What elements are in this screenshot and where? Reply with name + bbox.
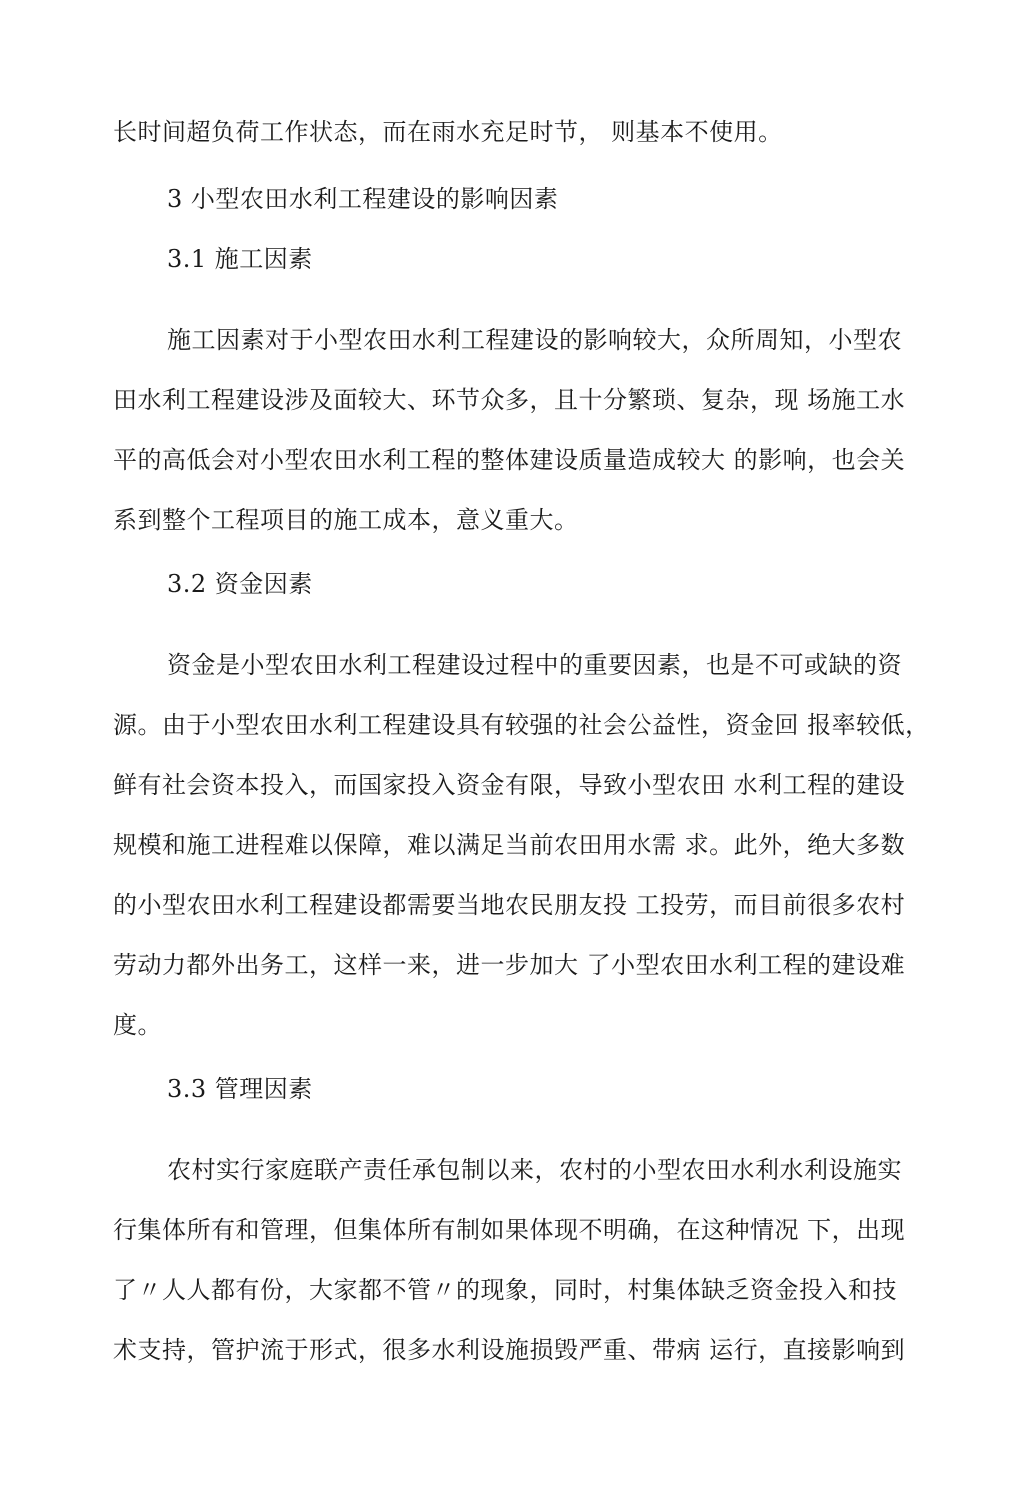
paragraph-line: 鲜有社会资本投入，而国家投入资金有限，导致小型农田 水利工程的建设 [113,771,906,799]
paragraph-line: 资金是小型农田水利工程建设过程中的重要因素，也是不可或缺的资 [167,651,902,679]
paragraph-line: 术支持，管护流于形式，很多水利设施损毁严重、带病 运行，直接影响到 [113,1336,906,1364]
paragraph-line: 平的高低会对小型农田水利工程的整体建设质量造成较大 的影响，也会关 [113,446,906,474]
paragraph-line: 施工因素对于小型农田水利工程建设的影响较大，众所周知，小型农 [167,326,902,354]
paragraph-line: 度。 [113,1011,162,1039]
subsection-heading: 3.1 施工因素 [167,245,313,273]
paragraph-line: 长时间超负荷工作状态，而在雨水充足时节， 则基本不使用。 [113,118,783,146]
paragraph-line: 规模和施工进程难以保障，难以满足当前农田用水需 求。此外，绝大多数 [113,831,906,859]
paragraph-line: 农村实行家庭联产责任承包制以来，农村的小型农田水利水利设施实 [167,1156,902,1184]
subsection-heading: 3.2 资金因素 [167,570,313,598]
paragraph-line: 源。由于小型农田水利工程建设具有较强的社会公益性，资金回 报率较低， [113,711,930,739]
paragraph-line: 行集体所有和管理，但集体所有制如果体现不明确，在这种情况 下，出现 [113,1216,906,1244]
subsection-heading: 3.3 管理因素 [167,1075,313,1103]
paragraph-line: 劳动力都外出务工，这样一来，进一步加大 了小型农田水利工程的建设难 [113,951,906,979]
paragraph-line: 的小型农田水利工程建设都需要当地农民朋友投 工投劳，而目前很多农村 [113,891,906,919]
paragraph-line: 田水利工程建设涉及面较大、环节众多，且十分繁琐、复杂，现 场施工水 [113,386,906,414]
section-heading: 3 小型农田水利工程建设的影响因素 [167,185,559,213]
paragraph-line: 了〃人人都有份，大家都不管〃的现象，同时，村集体缺乏资金投入和技 [113,1276,897,1304]
paragraph-line: 系到整个工程项目的施工成本，意义重大。 [113,506,579,534]
